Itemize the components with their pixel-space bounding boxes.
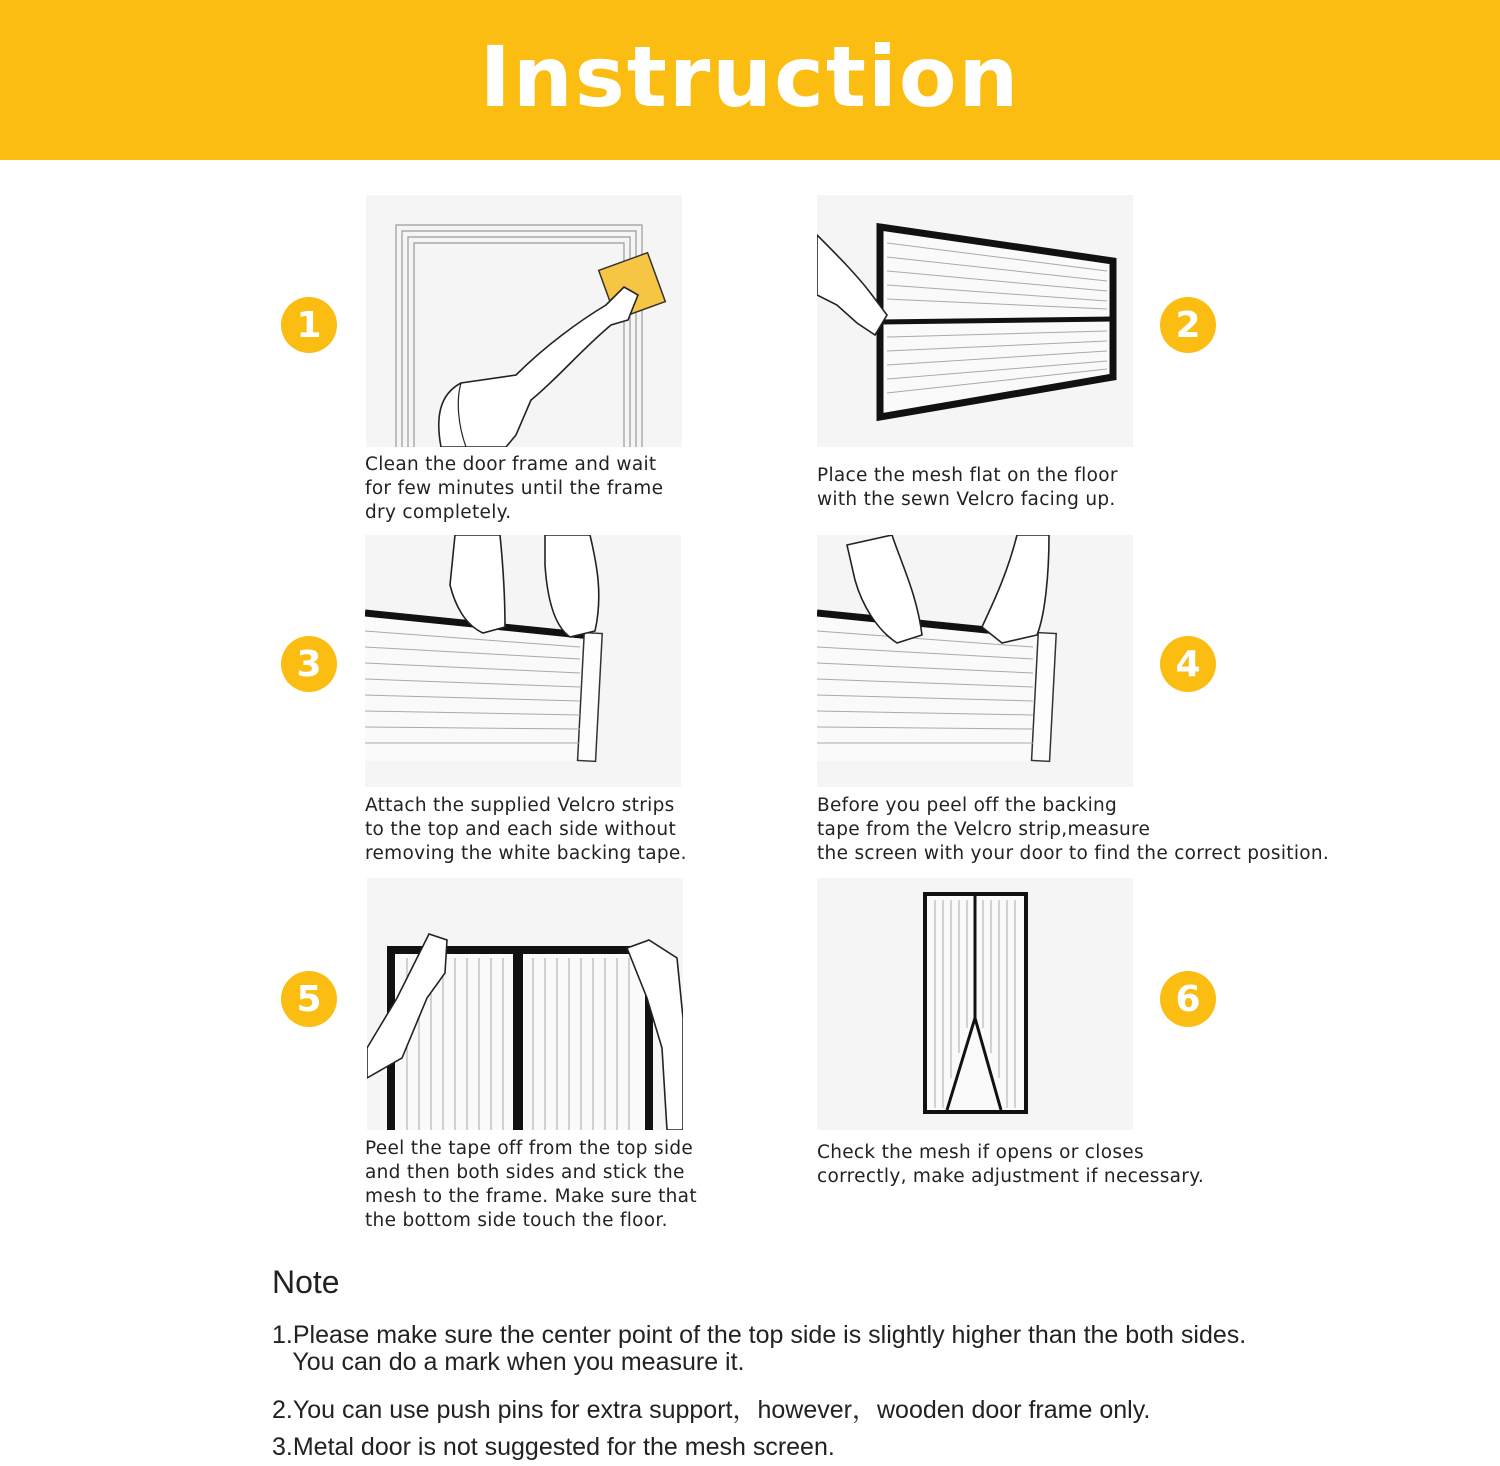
step-4-badge: 4 xyxy=(1160,636,1216,692)
stick-mesh-icon xyxy=(367,878,683,1130)
note-line-1: 1.Please make sure the center point of the top side is slightly higher than the both sides. xyxy=(272,1321,1247,1349)
note-line-2: 2.You can use push pins for extra support，however，wooden door frame only. xyxy=(272,1396,1151,1424)
note-heading: Note xyxy=(272,1264,340,1300)
step-1-badge: 1 xyxy=(281,297,337,353)
step-5-badge: 5 xyxy=(281,971,337,1027)
step-6-illustration xyxy=(817,878,1133,1130)
step-2-illustration xyxy=(817,195,1133,447)
measure-velcro-icon xyxy=(817,535,1133,787)
attach-velcro-icon xyxy=(365,535,681,787)
mesh-flat-icon xyxy=(817,195,1133,447)
step-6-badge: 6 xyxy=(1160,971,1216,1027)
step-6-caption: Check the mesh if opens or closes correctly, make adjustment if necessary. xyxy=(817,1142,1205,1187)
mesh-check-icon xyxy=(817,878,1133,1130)
step-5-illustration xyxy=(367,878,683,1130)
step-3-caption: Attach the supplied Velcro strips to the top and each side without removing the white backing tape. xyxy=(365,795,687,864)
note-line-1-continued: You can do a mark when you measure it. xyxy=(272,1348,745,1376)
step-2-caption: Place the mesh flat on the floor with the sewn Velcro facing up. xyxy=(817,465,1118,510)
step-1-illustration xyxy=(366,195,682,447)
step-3-illustration xyxy=(365,535,681,787)
page-title: Instruction xyxy=(479,28,1021,126)
step-3-badge: 3 xyxy=(281,636,337,692)
clean-door-frame-icon xyxy=(366,195,682,447)
step-5-caption: Peel the tape off from the top side and then both sides and stick the mesh to the frame. Make sure that the bottom side touch the floor. xyxy=(365,1138,697,1231)
step-4-caption: Before you peel off the backing tape from the Velcro strip,measure the screen with your door to find the correct position. xyxy=(817,795,1330,864)
step-2-badge: 2 xyxy=(1160,297,1216,353)
step-4-illustration xyxy=(817,535,1133,787)
step-1-caption: Clean the door frame and wait for few minutes until the frame dry completely. xyxy=(365,454,664,523)
header-banner xyxy=(0,0,1500,160)
note-line-3: 3.Metal door is not suggested for the mesh screen. xyxy=(272,1433,835,1461)
